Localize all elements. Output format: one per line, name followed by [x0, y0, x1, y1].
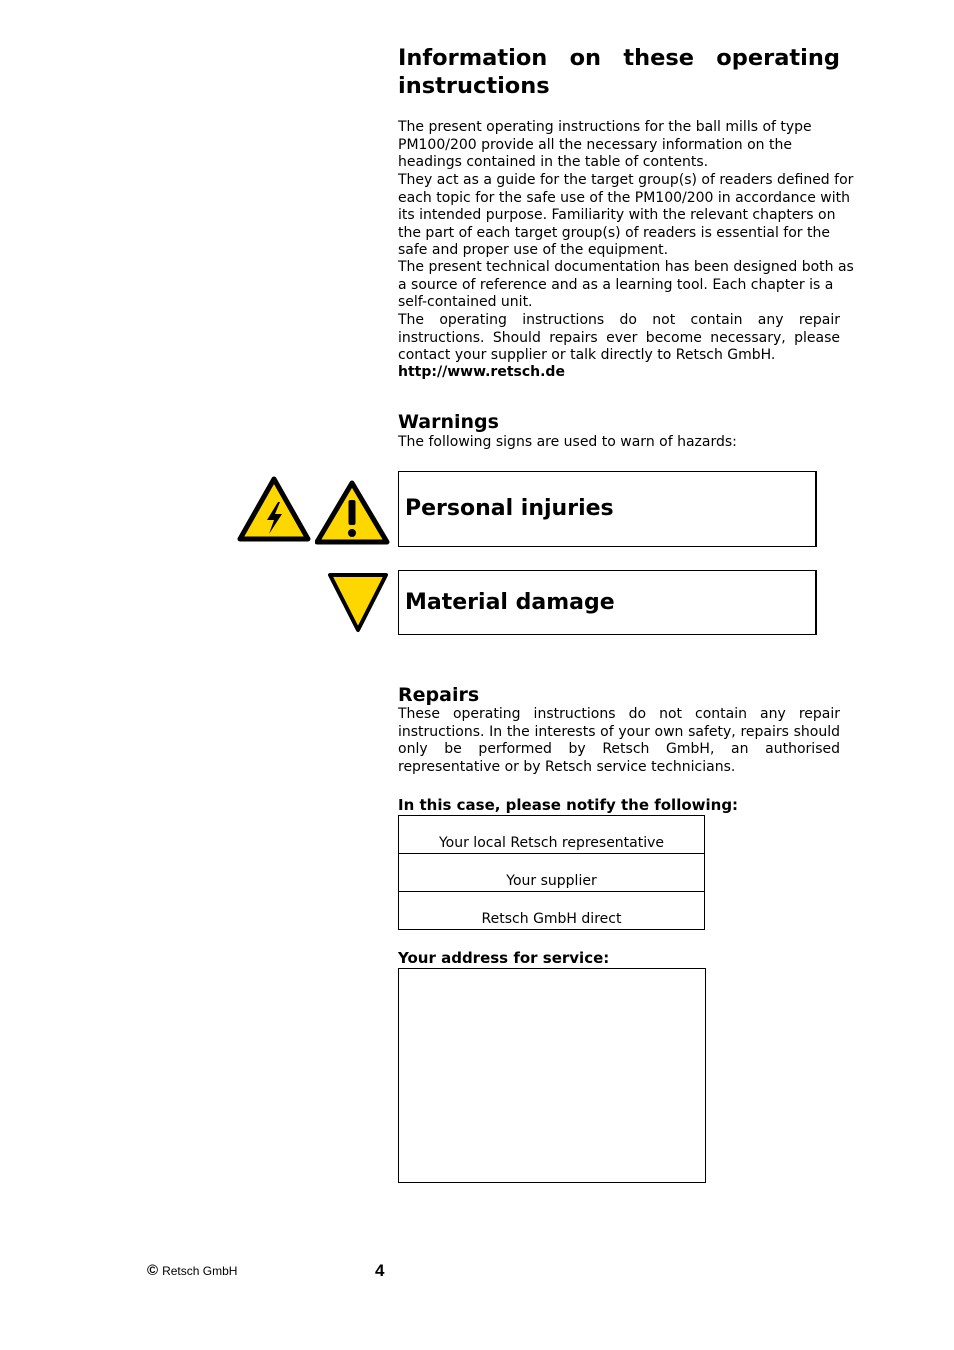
warnings-text: The following signs are used to warn of hazards: [398, 434, 737, 450]
notify-option: Retsch GmbH direct [481, 911, 622, 927]
personal-injuries-box [398, 471, 817, 547]
repairs-heading: Repairs [398, 684, 480, 706]
personal-injuries-label: Personal injuries [405, 496, 614, 521]
table-row [399, 854, 705, 892]
material-damage-label: Material damage [405, 590, 615, 615]
material-damage-box [398, 570, 817, 635]
intro-paragraph-4: The operating instructions do not contain any repair instructions. Should repairs ever become necessary, please contact your supplier or talk directly to Retsch GmbH. [398, 312, 840, 363]
notify-option: Your supplier [506, 873, 597, 889]
notify-table [398, 815, 705, 930]
exclamation-warning-icon [315, 478, 390, 546]
table-row [399, 816, 705, 854]
intro-paragraph-1: The present operating instructions for the ball mills of type PM100/200 provide all the necessary information on the headings contained in the table of contents. [398, 119, 812, 170]
intro-paragraph-3: The present technical documentation has been designed both as a source of reference and as a learning tool. Each chapter is a self-contained unit. [398, 259, 854, 310]
website-link[interactable]: http://www.retsch.de [398, 364, 565, 380]
address-box[interactable] [398, 968, 706, 1183]
repairs-text: These operating instructions do not contain any repair instructions. In the interests of your own safety, repairs should only be performed by Retsch GmbH, an authorised representative or by Retsch service technicians. [398, 706, 840, 775]
notify-heading: In this case, please notify the following: [398, 796, 739, 814]
footer-copyright [147, 1262, 237, 1280]
yield-triangle-icon [322, 570, 394, 634]
page-title: Information on these operating instructions [398, 45, 840, 99]
footer-company: Retsch GmbH [162, 1264, 238, 1278]
copyright-symbol: © [147, 1262, 159, 1279]
high-voltage-warning-icon [237, 472, 312, 544]
page-number: 4 [375, 1261, 385, 1280]
intro-paragraph-2: They act as a guide for the target group(s) of readers defined for each topic for the safe use of the PM100/200 in accordance with its intended purpose. Familiarity with the relevant chapters on the part of each target group(s) of readers is essential for the safe and proper use of the equipment. [398, 172, 854, 258]
warnings-heading: Warnings [398, 411, 499, 433]
notify-option: Your local Retsch representative [438, 835, 665, 851]
table-row [399, 892, 705, 930]
address-heading: Your address for service: [398, 949, 610, 967]
